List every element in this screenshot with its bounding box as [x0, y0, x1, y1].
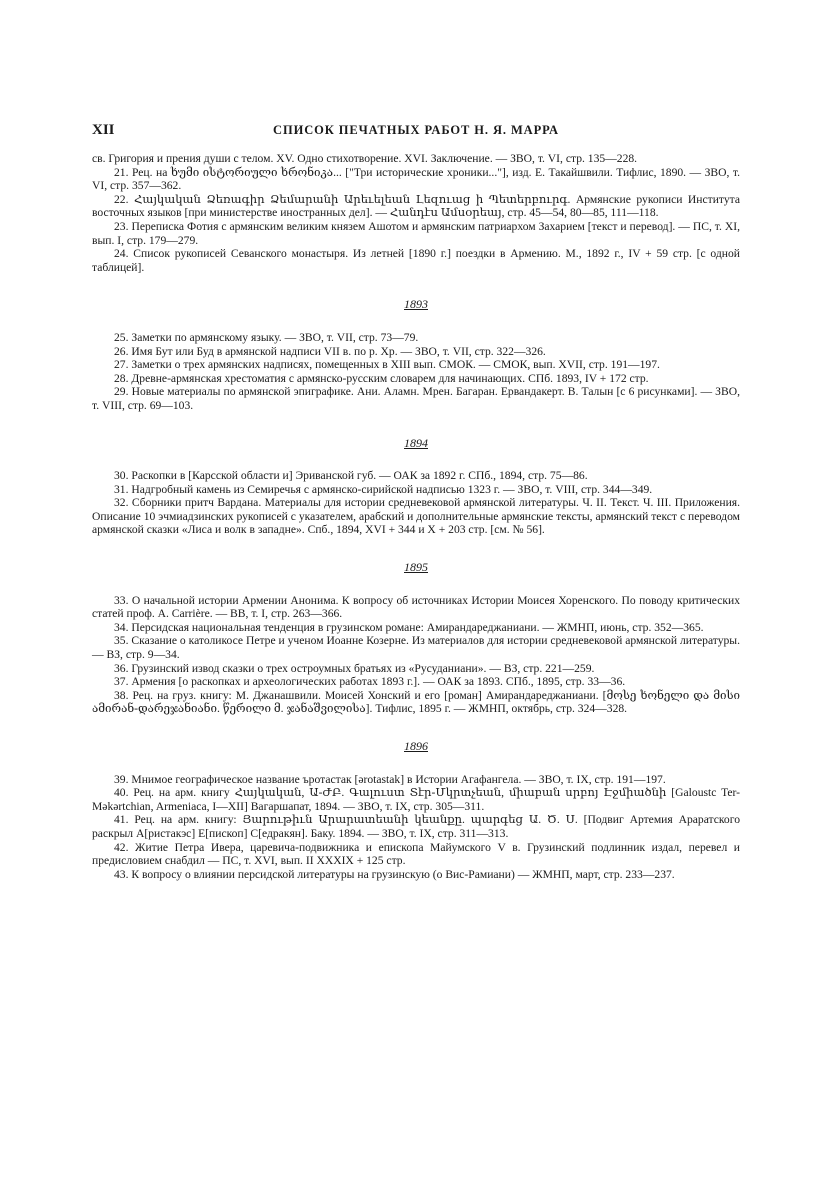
bibliography-entry: 38. Рец. на груз. книгу: М. Джанашвили. Моисей Хонский и его [роман] Амирандареджаниани. [მოსე ხონელი და მისი ამირან-დარეჯანიანი. წერილი მ. ჯანაშვილისა]. Тифлис, 1895 г. — ЖМНП, октябрь, стр. 324—328.	[92, 688, 740, 716]
bibliography-entry: 26. Имя Бут или Буд в армянской надписи VII в. по р. Хр. — ЗВО, т. VII, стр. 322—326.	[114, 344, 546, 358]
bibliography-entry: 25. Заметки по армянскому языку. — ЗВО, т. VII, стр. 73—79.	[114, 330, 419, 344]
running-title: СПИСОК ПЕЧАТНЫХ РАБОТ Н. Я. МАРРА	[273, 123, 559, 137]
bibliography-entry: 21. Рец. на ხუმი ისტორიული ხრონიკა... ["Три исторические хроники..."], изд. Е. Такайшвили. Тифлис, 1890. — ЗВО, т. VI, стр. 357—362.	[92, 165, 740, 193]
bibliography-entry: 41. Рец. на арм. книгу: Յարութիւն Արարատեանի կեանքը. պարգեց Ա. Ծ. Ս. [Подвиг Артемия Араратского раскрыл А[ристакэс] Е[пископ] С[едракян]. Баку. 1894. — ЗВО, т. IX, стр. 311—313.	[92, 813, 740, 840]
bibliography-entry: 22. Հայկական Ձեռագիր Ձեմարանի Արեւելեան Լեզուաց ի Պետերբուրգ. Армянские рукописи Института восточных языков [при министерстве иностранных дел]. — Հանդէս Ամսօրեայ, стр. 45—54, 80—85, 111—118.	[92, 192, 740, 220]
bibliography-entry: 34. Персидская национальная тенденция в грузинском романе: Амирандареджаниани. — ЖМНП, июнь, стр. 352—365.	[114, 620, 704, 634]
bibliography-entry: 37. Армения [о раскопках и археологических работах 1893 г.]. — ОАК за 1893. СПб., 1895, стр. 33—36.	[114, 675, 626, 689]
bibliography-entry: 32. Сборники притч Вардана. Материалы для истории средневековой армянской литературы. Ч. II. Текст. Ч. III. Приложения. Описание 10 эчмиадзинских рукописей с указателем, арабский и дополнительные армянские тексты, армянский текст с переводом армянской сказки «Лиса и волк в западне». Спб., 1894, XVI + 344 и X + 203 стр. [см. № 56].	[92, 496, 740, 537]
bibliography-entry: св. Григория и прения души с телом. XV. Одно стихотворение. XVI. Заключение. — ЗВО, т. VI, стр. 135—228.	[92, 152, 638, 165]
bibliography-entry: 31. Надгробный камень из Семиречья с армянско-сирийской надписью 1323 г. — ЗВО, т. VIII, стр. 344—349.	[114, 482, 653, 496]
year-heading: 1893	[404, 297, 428, 312]
bibliography-entry: 24. Список рукописей Севанского монастыря. Из летней [1890 г.] поездки в Армению. М., 1892 г., IV + 59 стр. [с одной таблицей].	[92, 247, 740, 274]
year-heading: 1894	[404, 435, 428, 450]
bibliography-entry: 28. Древне-армянская хрестоматия с армянско-русским словарем для начинающих. СПб. 1893, IV + 172 стр.	[114, 371, 649, 385]
bibliography-entry: 42. Житие Петра Ивера, царевича-подвижника и епископа Майумского V в. Грузинский подлинник издал, перевел и предисловием снабдил — ПС, т. XVI, вып. II XXXIX + 125 стр.	[92, 840, 740, 868]
year-heading: 1896	[404, 739, 428, 753]
year-heading: 1895	[404, 560, 428, 575]
page-header	[92, 122, 740, 142]
bibliography-entry: 43. К вопросу о влиянии персидской литературы на грузинскую (о Вис-Рамиани) — ЖМНП, март, стр. 233—237.	[114, 867, 675, 881]
bibliography-entry: 35. Сказание о католикосе Петре и ученом Иоанне Козерне. Из материалов для истории средневековой армянской литературы. — ВЗ, стр. 9—34.	[92, 634, 740, 662]
bibliography-entry: 40. Рец. на арм. книгу Հայկական, Ա-ԺԲ. Գալուստ Տէր-Մկրտչեան, միաբան սրբոյ Էջմիածնի [Galoustc Ter-Mәkәrtchian, Armeniaca, I—XII] Вагаршапат, 1894. — ЗВО, т. IX, стр. 305—311.	[92, 786, 740, 813]
bibliography-entry: 36. Грузинский извод сказки о трех остроумных братьях из «Русудaниани». — ВЗ, стр. 221—259.	[114, 661, 595, 675]
bibliography-body	[92, 152, 740, 881]
page-number: XII	[92, 122, 115, 138]
bibliography-entry: 29. Новые материалы по армянской эпиграфике. Ани. Аламн. Мрен. Багаран. Ервандакерт. В. Талын [с 6 рисунками]. — ЗВО, т. VIII, стр. 69—103.	[92, 385, 740, 412]
bibliography-entry: 39. Мнимое географическое название ъротастак [ərotastak] в Истории Агафангела. — ЗВО, т. IX, стр. 191—197.	[114, 772, 666, 786]
bibliography-entry: 33. О начальной истории Армении Анонима. К вопросу об источниках Истории Моисея Хоренского. По поводу критических статей проф. А. Carrière. — ВВ, т. I, стр. 263—366.	[92, 593, 740, 621]
bibliography-entry: 30. Раскопки в [Карсской области и] Эриванской губ. — ОАК за 1892 г. СПб., 1894, стр. 75—86.	[114, 469, 588, 483]
bibliography-entry: 23. Переписка Фотия с армянским великим князем Ашотом и армянским патриархом Захарием [текст и перевод]. — ПС, т. XI, вып. I, стр. 179—279.	[92, 219, 740, 247]
bibliography-entry: 27. Заметки о трех армянских надписях, помещенных в XIII вып. СМОК. — СМОК, вып. XVII, стр. 191—197.	[114, 358, 660, 372]
